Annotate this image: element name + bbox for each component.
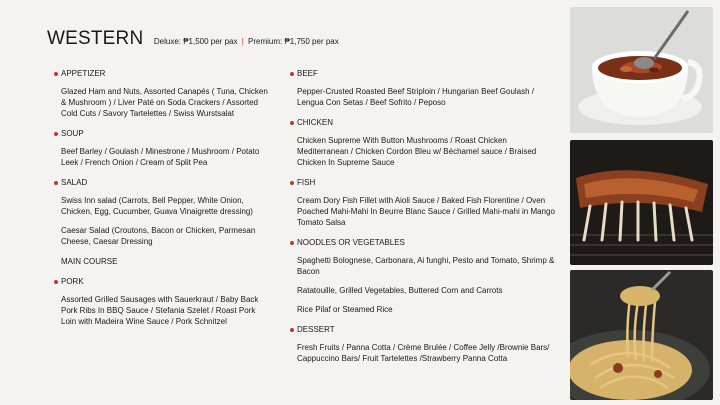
- section-title: NOODLES OR VEGETABLES: [297, 238, 405, 247]
- section-fish: [290, 178, 556, 228]
- section-title: BEEF: [297, 69, 318, 78]
- section-body: Spaghetti Bolognese, Carbonara, Ai funghi, Pesto and Tomato, Shrimp & Bacon: [297, 256, 555, 276]
- main-course-heading: MAIN COURSE: [61, 257, 118, 266]
- section-body: Assorted Grilled Sausages with Sauerkraut / Baby Back Pork Ribs In BBQ Sauce / Stefania Szelet / Roast Pork Loin with Madeira Wine Sauce / Pork Schnitzel: [61, 295, 259, 326]
- section-salad: [54, 178, 268, 247]
- section-dessert: [290, 325, 556, 364]
- section-pork: [54, 277, 268, 327]
- section-title: DESSERT: [297, 325, 335, 334]
- section-title: SALAD: [61, 178, 88, 187]
- section-soup: [54, 129, 268, 168]
- bullet-icon: [290, 241, 294, 245]
- section-beef: [290, 69, 556, 108]
- section-title: APPETIZER: [61, 69, 106, 78]
- section-body: Chicken Supreme With Button Mushrooms / Roast Chicken Mediterranean / Chicken Cordon Bleu w/ Béchamel sauce / Braised Chicken In Supreme Sauce: [297, 136, 537, 167]
- section-appetizer: [54, 69, 268, 119]
- menu-header: [47, 28, 339, 50]
- left-column: [54, 69, 268, 337]
- price-line: [154, 37, 339, 46]
- bullet-icon: [290, 72, 294, 76]
- bullet-icon: [290, 121, 294, 125]
- premium-price: Premium: ₱1,750 per pax: [248, 37, 339, 46]
- section-noodles: [290, 238, 556, 315]
- bullet-icon: [54, 280, 58, 284]
- section-body: Beef Barley / Goulash / Minestrone / Mushroom / Potato Leek / French Onion / Cream of Split Pea: [61, 147, 260, 167]
- section-title: FISH: [297, 178, 316, 187]
- section-chicken: [290, 118, 556, 168]
- section-title: CHICKEN: [297, 118, 334, 127]
- right-column: [290, 69, 556, 374]
- page-title: WESTERN: [47, 28, 144, 49]
- section-title: PORK: [61, 277, 84, 286]
- ribs-photo: [570, 140, 713, 265]
- section-body: Rice Pilaf or Steamed Rice: [297, 305, 393, 314]
- section-title: SOUP: [61, 129, 84, 138]
- section-body: Swiss Inn salad (Carrots, Bell Pepper, White Onion, Chicken, Egg, Cucumber, Guava Vinaigrette dressing): [61, 196, 253, 216]
- bullet-icon: [54, 72, 58, 76]
- section-body: Pepper-Crusted Roasted Beef Striploin / Hungarian Beef Goulash / Lengua Con Setas / Beef Sofrito / Peposo: [297, 87, 535, 107]
- spaghetti-photo: [570, 270, 713, 400]
- section-body: Cream Dory Fish Fillet with Aioli Sauce / Baked Fish Florentine / Oven Poached Mahi-Mahi In Beurre Blanc Sauce / Grilled Mahi-mahi in Mango Tomato Salsa: [297, 196, 555, 227]
- section-body: Ratatouille, Grilled Vegetables, Buttered Corn and Carrots: [297, 286, 503, 295]
- deluxe-price: Deluxe: ₱1,500 per pax: [153, 37, 238, 46]
- bullet-icon: [54, 132, 58, 136]
- bullet-icon: [54, 181, 58, 185]
- soup-photo: [570, 7, 713, 133]
- price-separator: |: [241, 37, 244, 46]
- section-body: Fresh Fruits / Panna Cotta / Crème Brulée / Coffee Jelly /Brownie Bars/ Cappuccino Bars/ Fruit Tartelettes /Strawberry Panna Cotta: [297, 343, 550, 363]
- bullet-icon: [290, 181, 294, 185]
- section-body: Caesar Salad (Croutons, Bacon or Chicken, Parmesan Cheese, Caesar Dressing: [61, 226, 256, 246]
- bullet-icon: [290, 328, 294, 332]
- section-body: Glazed Ham and Nuts, Assorted Canapés ( Tuna, Chicken & Mushroom ) / Liver Paté on Soda Crackers / Assorted Cold Cuts / Savory Tartelettes / Swiss Wurstsalat: [61, 87, 268, 118]
